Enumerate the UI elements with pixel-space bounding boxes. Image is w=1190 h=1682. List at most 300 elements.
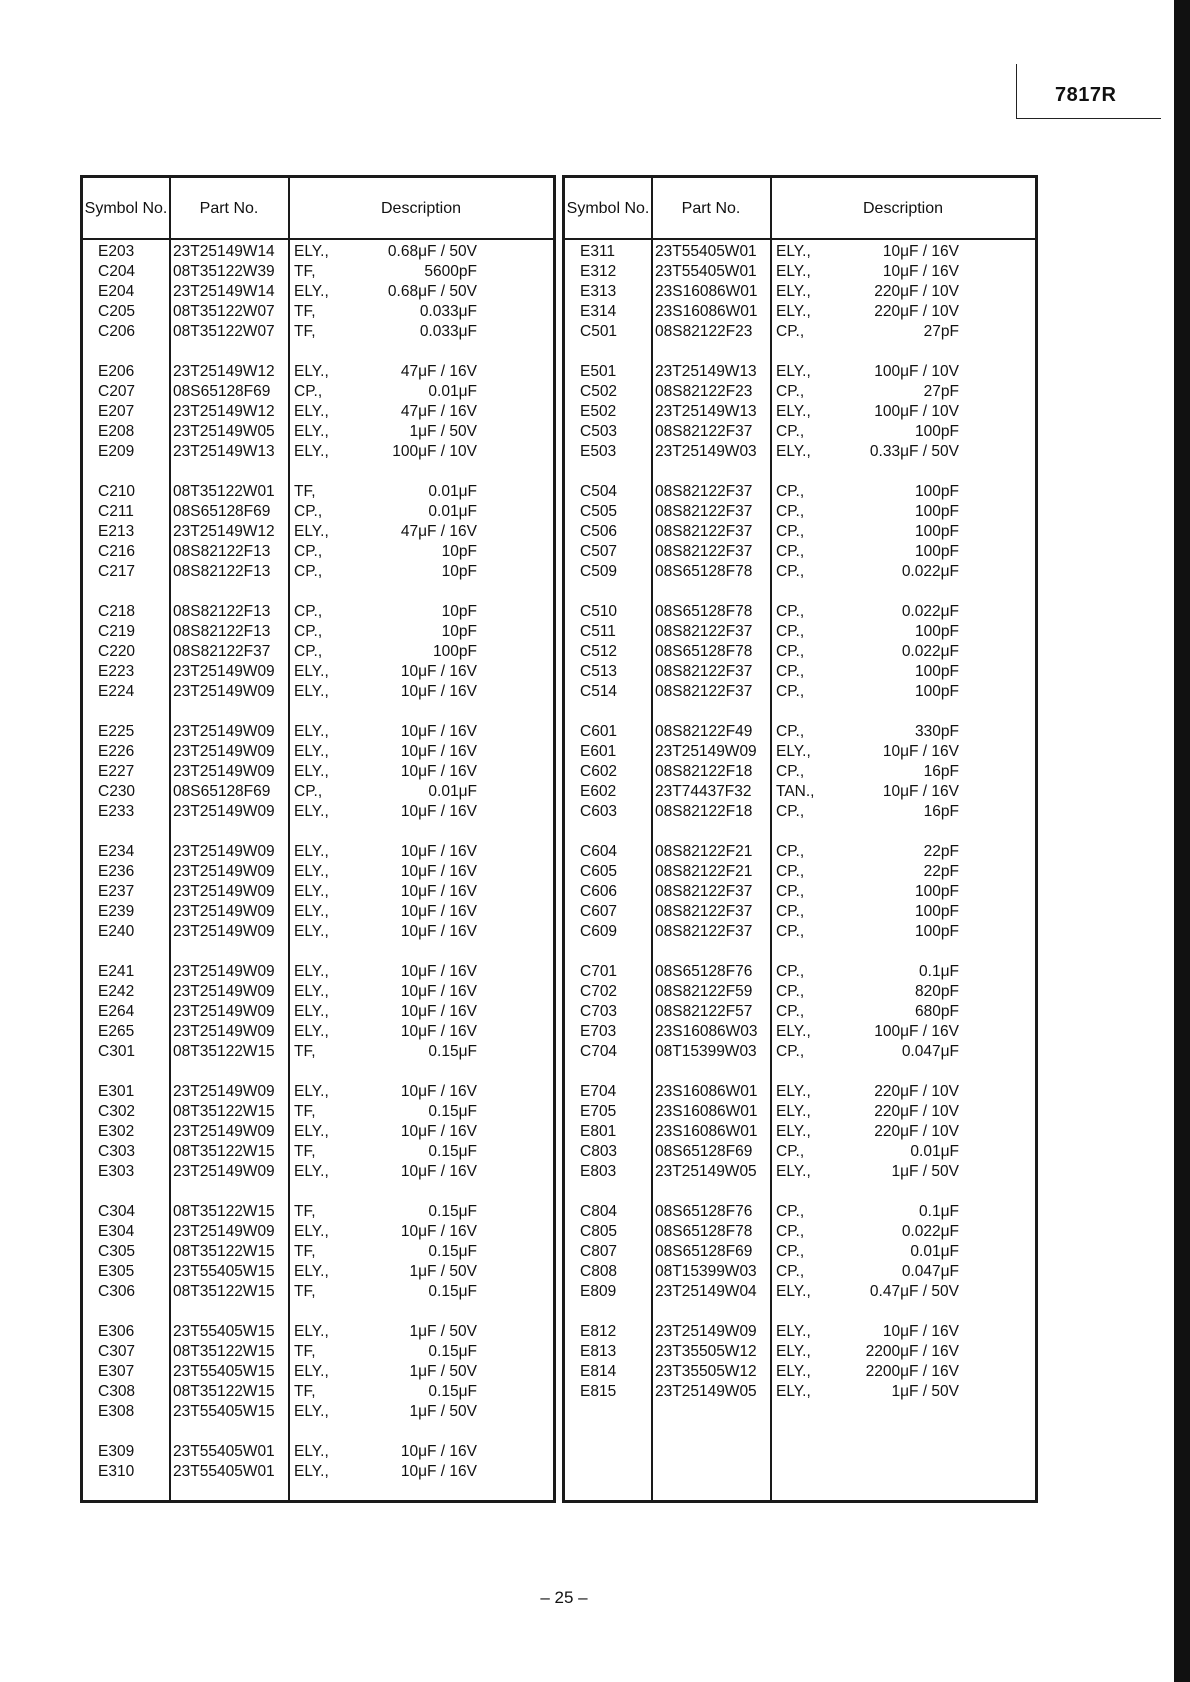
- type-cell: CP.,: [776, 543, 805, 560]
- value-cell: 0.01μF: [910, 1143, 959, 1160]
- value-cell: 10μF / 16V: [400, 743, 477, 760]
- value-cell: 10μF / 16V: [882, 243, 959, 260]
- type-cell: TF,: [294, 303, 316, 320]
- symbol-cell: C603: [580, 803, 618, 820]
- value-cell: 100pF: [915, 483, 959, 500]
- part-no-cell: 08S82122F18: [655, 803, 753, 820]
- table-row: [565, 562, 1035, 582]
- table-row: [565, 1362, 1035, 1382]
- symbol-cell: C206: [98, 323, 136, 340]
- value-cell: 100pF: [915, 543, 959, 560]
- type-cell: CP.,: [776, 763, 805, 780]
- type-cell: CP.,: [776, 843, 805, 860]
- symbol-cell: C606: [580, 883, 618, 900]
- type-cell: ELY.,: [294, 803, 329, 820]
- part-no-cell: 08S82122F23: [655, 323, 753, 340]
- value-cell: 1μF / 50V: [409, 1323, 477, 1340]
- value-cell: 0.15μF: [428, 1343, 477, 1360]
- part-no-cell: 08S65128F69: [173, 503, 271, 520]
- value-cell: 100pF: [915, 903, 959, 920]
- part-no-cell: 23T35505W12: [655, 1363, 757, 1380]
- type-cell: TAN.,: [776, 783, 815, 800]
- symbol-cell: C807: [580, 1243, 618, 1260]
- table-row: [565, 1102, 1035, 1122]
- type-cell: CP.,: [294, 783, 323, 800]
- table-row: [83, 682, 553, 702]
- table-row: [83, 1342, 553, 1362]
- table-row: [565, 502, 1035, 522]
- part-no-cell: 23T25149W09: [655, 743, 757, 760]
- part-no-cell: 08S82122F37: [655, 423, 753, 440]
- part-no-cell: 08T35122W15: [173, 1203, 275, 1220]
- table-row: [83, 982, 553, 1002]
- table-row: [565, 1202, 1035, 1222]
- part-no-cell: 08T35122W15: [173, 1143, 275, 1160]
- table-row: [565, 742, 1035, 762]
- symbol-cell: E203: [98, 243, 135, 260]
- part-no-cell: 23T25149W09: [173, 723, 275, 740]
- value-cell: 0.022μF: [901, 1223, 959, 1240]
- part-no-cell: 08S82122F49: [655, 723, 753, 740]
- value-cell: 2200μF / 16V: [865, 1363, 959, 1380]
- table-row: [565, 242, 1035, 262]
- type-cell: TF,: [294, 483, 316, 500]
- symbol-cell: C207: [98, 383, 136, 400]
- table-row: [83, 1322, 553, 1342]
- type-cell: ELY.,: [294, 1363, 329, 1380]
- symbol-cell: E815: [580, 1383, 617, 1400]
- part-no-cell: 08S82122F13: [173, 543, 271, 560]
- table-row: [83, 642, 553, 662]
- part-no-cell: 08T35122W15: [173, 1103, 275, 1120]
- table-row: [83, 802, 553, 822]
- part-no-cell: 23T25149W13: [173, 443, 275, 460]
- symbol-cell: E601: [580, 743, 617, 760]
- symbol-cell: E312: [580, 263, 617, 280]
- table-row: [83, 762, 553, 782]
- table-row: [83, 1102, 553, 1122]
- symbol-cell: E225: [98, 723, 135, 740]
- value-cell: 100pF: [915, 623, 959, 640]
- table-row: [83, 1142, 553, 1162]
- value-cell: 220μF / 10V: [874, 303, 959, 320]
- symbol-cell: E304: [98, 1223, 135, 1240]
- value-cell: 0.033μF: [419, 323, 477, 340]
- symbol-cell: C230: [98, 783, 136, 800]
- table-row: [83, 862, 553, 882]
- table-row: [565, 1342, 1035, 1362]
- symbol-cell: E236: [98, 863, 135, 880]
- type-cell: ELY.,: [294, 1083, 329, 1100]
- value-cell: 10μF / 16V: [400, 1123, 477, 1140]
- part-no-cell: 08S82122F23: [655, 383, 753, 400]
- table-row: [83, 362, 553, 382]
- table-row: [83, 1402, 553, 1422]
- value-cell: 100pF: [915, 923, 959, 940]
- type-cell: CP.,: [776, 383, 805, 400]
- type-cell: CP.,: [776, 483, 805, 500]
- value-cell: 1μF / 50V: [891, 1383, 959, 1400]
- part-no-cell: 08S82122F37: [655, 523, 753, 540]
- symbol-cell: E503: [580, 443, 617, 460]
- type-cell: ELY.,: [294, 763, 329, 780]
- table-rows: [83, 242, 553, 1482]
- symbol-cell: E502: [580, 403, 617, 420]
- symbol-cell: E265: [98, 1023, 135, 1040]
- part-no-cell: 08S65128F76: [655, 963, 753, 980]
- value-cell: 10μF / 16V: [400, 1003, 477, 1020]
- value-cell: 0.022μF: [901, 563, 959, 580]
- part-no-cell: 08S82122F37: [655, 683, 753, 700]
- part-no-cell: 23T25149W09: [173, 983, 275, 1000]
- symbol-cell: E303: [98, 1163, 135, 1180]
- part-no-cell: 08S82122F37: [655, 663, 753, 680]
- value-cell: 100pF: [915, 883, 959, 900]
- type-cell: CP.,: [776, 423, 805, 440]
- value-cell: 10μF / 16V: [400, 923, 477, 940]
- type-cell: CP.,: [776, 523, 805, 540]
- part-no-cell: 23T25149W12: [173, 363, 275, 380]
- part-no-cell: 23T25149W05: [173, 423, 275, 440]
- value-cell: 0.022μF: [901, 603, 959, 620]
- symbol-cell: C302: [98, 1103, 136, 1120]
- model-code: 7817R: [1055, 84, 1117, 106]
- part-no-cell: 08S82122F21: [655, 863, 753, 880]
- type-cell: ELY.,: [776, 303, 811, 320]
- part-no-cell: 08S65128F78: [655, 603, 753, 620]
- type-cell: ELY.,: [776, 1363, 811, 1380]
- value-cell: 10μF / 16V: [400, 1463, 477, 1480]
- type-cell: TF,: [294, 1383, 316, 1400]
- value-cell: 0.68μF / 50V: [387, 283, 477, 300]
- value-cell: 27pF: [923, 323, 959, 340]
- value-cell: 0.022μF: [901, 643, 959, 660]
- type-cell: CP.,: [776, 683, 805, 700]
- type-cell: TF,: [294, 1043, 316, 1060]
- part-no-cell: 08T35122W07: [173, 303, 275, 320]
- part-no-cell: 23T74437F32: [655, 783, 752, 800]
- header-part-no: Part No.: [681, 199, 741, 217]
- type-cell: CP.,: [776, 883, 805, 900]
- value-cell: 0.01μF: [428, 383, 477, 400]
- table-row: [565, 982, 1035, 1002]
- symbol-cell: E308: [98, 1403, 135, 1420]
- type-cell: CP.,: [776, 923, 805, 940]
- type-cell: ELY.,: [294, 723, 329, 740]
- header-symbol-no: Symbol No.: [566, 199, 650, 217]
- symbol-cell: C513: [580, 663, 618, 680]
- symbol-cell: C210: [98, 483, 136, 500]
- value-cell: 0.15μF: [428, 1043, 477, 1060]
- value-cell: 10μF / 16V: [882, 1323, 959, 1340]
- symbol-cell: C702: [580, 983, 618, 1000]
- symbol-cell: C308: [98, 1383, 136, 1400]
- table-row: [83, 262, 553, 282]
- type-cell: TF,: [294, 1343, 316, 1360]
- symbol-cell: C607: [580, 903, 618, 920]
- table-row: [83, 622, 553, 642]
- value-cell: 0.01μF: [910, 1243, 959, 1260]
- table-row: [83, 1282, 553, 1302]
- part-no-cell: 08S82122F57: [655, 1003, 753, 1020]
- symbol-cell: C301: [98, 1043, 136, 1060]
- symbol-cell: C218: [98, 603, 136, 620]
- part-no-cell: 08T15399W03: [655, 1043, 757, 1060]
- part-no-cell: 23S16086W01: [655, 303, 758, 320]
- table-row: [83, 1222, 553, 1242]
- part-no-cell: 08S82122F37: [655, 483, 753, 500]
- value-cell: 100μF / 10V: [874, 363, 959, 380]
- type-cell: CP.,: [776, 863, 805, 880]
- table-row: [83, 662, 553, 682]
- symbol-cell: C512: [580, 643, 618, 660]
- table-row: [83, 302, 553, 322]
- type-cell: TF,: [294, 323, 316, 340]
- part-no-cell: 08T35122W15: [173, 1043, 275, 1060]
- type-cell: ELY.,: [294, 363, 329, 380]
- part-no-cell: 23T25149W09: [655, 1323, 757, 1340]
- symbol-cell: E704: [580, 1083, 617, 1100]
- part-no-cell: 23T25149W09: [173, 663, 275, 680]
- table-row: [565, 482, 1035, 502]
- table-row: [565, 1122, 1035, 1142]
- type-cell: CP.,: [294, 383, 323, 400]
- value-cell: 100μF / 10V: [874, 403, 959, 420]
- symbol-cell: E302: [98, 1123, 135, 1140]
- table-row: [83, 322, 553, 342]
- header-divider: [83, 238, 553, 240]
- symbol-cell: E705: [580, 1103, 617, 1120]
- type-cell: ELY.,: [294, 1443, 329, 1460]
- type-cell: ELY.,: [776, 1023, 811, 1040]
- type-cell: CP.,: [776, 663, 805, 680]
- part-no-cell: 23T25149W09: [173, 1003, 275, 1020]
- part-no-cell: 08S65128F78: [655, 1223, 753, 1240]
- part-no-cell: 23T25149W05: [655, 1163, 757, 1180]
- value-cell: 0.047μF: [901, 1043, 959, 1060]
- table-row: [565, 802, 1035, 822]
- table-row: [83, 502, 553, 522]
- table-row: [83, 1462, 553, 1482]
- symbol-cell: E313: [580, 283, 617, 300]
- part-no-cell: 23T25149W09: [173, 1123, 275, 1140]
- part-no-cell: 23T25149W03: [655, 443, 757, 460]
- parts-table-right: [562, 175, 1038, 1503]
- type-cell: TF,: [294, 1283, 316, 1300]
- symbol-cell: E501: [580, 363, 617, 380]
- table-row: [565, 1082, 1035, 1102]
- value-cell: 220μF / 10V: [874, 283, 959, 300]
- type-cell: ELY.,: [294, 523, 329, 540]
- table-row: [565, 422, 1035, 442]
- value-cell: 0.033μF: [419, 303, 477, 320]
- type-cell: CP.,: [776, 643, 805, 660]
- header-description: Description: [380, 199, 462, 217]
- symbol-cell: E239: [98, 903, 135, 920]
- part-no-cell: 08S82122F37: [655, 623, 753, 640]
- type-cell: ELY.,: [294, 1403, 329, 1420]
- table-row: [83, 742, 553, 762]
- part-no-cell: 08T35122W07: [173, 323, 275, 340]
- part-no-cell: 23T25149W09: [173, 683, 275, 700]
- value-cell: 10μF / 16V: [882, 743, 959, 760]
- symbol-cell: C511: [580, 623, 616, 640]
- type-cell: CP.,: [776, 1203, 805, 1220]
- symbol-cell: E801: [580, 1123, 617, 1140]
- part-no-cell: 08S82122F37: [655, 883, 753, 900]
- table-row: [565, 1162, 1035, 1182]
- symbol-cell: E233: [98, 803, 135, 820]
- part-no-cell: 23T25149W09: [173, 963, 275, 980]
- table-row: [83, 542, 553, 562]
- part-no-cell: 23T25149W09: [173, 903, 275, 920]
- value-cell: 0.47μF / 50V: [869, 1283, 959, 1300]
- value-cell: 0.01μF: [428, 503, 477, 520]
- symbol-cell: C514: [580, 683, 618, 700]
- part-no-cell: 23T35505W12: [655, 1343, 757, 1360]
- type-cell: ELY.,: [294, 983, 329, 1000]
- symbol-cell: E240: [98, 923, 135, 940]
- value-cell: 10μF / 16V: [400, 723, 477, 740]
- type-cell: CP.,: [776, 1143, 805, 1160]
- type-cell: CP.,: [294, 503, 323, 520]
- value-cell: 10pF: [441, 563, 477, 580]
- symbol-cell: C501: [580, 323, 618, 340]
- table-row: [565, 322, 1035, 342]
- type-cell: ELY.,: [294, 1323, 329, 1340]
- type-cell: ELY.,: [776, 363, 811, 380]
- value-cell: 0.68μF / 50V: [387, 243, 477, 260]
- type-cell: TF,: [294, 1203, 316, 1220]
- value-cell: 16pF: [923, 763, 959, 780]
- table-row: [565, 1022, 1035, 1042]
- table-row: [83, 1022, 553, 1042]
- type-cell: ELY.,: [776, 1103, 811, 1120]
- value-cell: 10μF / 16V: [400, 663, 477, 680]
- value-cell: 10μF / 16V: [400, 963, 477, 980]
- type-cell: ELY.,: [776, 1123, 811, 1140]
- value-cell: 0.047μF: [901, 1263, 959, 1280]
- part-no-cell: 23S16086W01: [655, 283, 758, 300]
- type-cell: ELY.,: [294, 1023, 329, 1040]
- symbol-cell: C502: [580, 383, 618, 400]
- symbol-cell: E227: [98, 763, 135, 780]
- table-row: [565, 842, 1035, 862]
- table-row: [83, 1082, 553, 1102]
- table-row: [83, 902, 553, 922]
- part-no-cell: 23T25149W04: [655, 1283, 757, 1300]
- type-cell: CP.,: [776, 323, 805, 340]
- part-no-cell: 08T35122W01: [173, 483, 275, 500]
- header-part-no: Part No.: [199, 199, 259, 217]
- table-row: [83, 722, 553, 742]
- symbol-cell: C211: [98, 503, 134, 520]
- table-row: [565, 782, 1035, 802]
- type-cell: CP.,: [776, 1263, 805, 1280]
- type-cell: CP.,: [294, 643, 323, 660]
- symbol-cell: E206: [98, 363, 135, 380]
- type-cell: CP.,: [776, 903, 805, 920]
- value-cell: 10μF / 16V: [400, 903, 477, 920]
- type-cell: CP.,: [294, 603, 323, 620]
- symbol-cell: E309: [98, 1443, 135, 1460]
- table-row: [565, 402, 1035, 422]
- type-cell: CP.,: [776, 803, 805, 820]
- symbol-cell: C602: [580, 763, 618, 780]
- value-cell: 820pF: [915, 983, 959, 1000]
- part-no-cell: 23S16086W01: [655, 1123, 758, 1140]
- symbol-cell: C220: [98, 643, 136, 660]
- value-cell: 1μF / 50V: [409, 1363, 477, 1380]
- header-divider: [565, 238, 1035, 240]
- value-cell: 10μF / 16V: [400, 1023, 477, 1040]
- part-no-cell: 23T25149W12: [173, 403, 275, 420]
- symbol-cell: E306: [98, 1323, 135, 1340]
- type-cell: TF,: [294, 1103, 316, 1120]
- symbol-cell: E234: [98, 843, 135, 860]
- symbol-cell: E208: [98, 423, 135, 440]
- type-cell: ELY.,: [776, 263, 811, 280]
- symbol-cell: E301: [98, 1083, 135, 1100]
- type-cell: CP.,: [294, 563, 323, 580]
- value-cell: 220μF / 10V: [874, 1123, 959, 1140]
- symbol-cell: C305: [98, 1243, 136, 1260]
- part-no-cell: 08T35122W15: [173, 1383, 275, 1400]
- part-no-cell: 23T55405W15: [173, 1323, 275, 1340]
- value-cell: 1μF / 50V: [409, 423, 477, 440]
- symbol-cell: C303: [98, 1143, 136, 1160]
- type-cell: ELY.,: [776, 283, 811, 300]
- symbol-cell: C219: [98, 623, 136, 640]
- table-row: [565, 882, 1035, 902]
- part-no-cell: 08S82122F13: [173, 603, 271, 620]
- symbol-cell: C803: [580, 1143, 618, 1160]
- type-cell: ELY.,: [776, 1323, 811, 1340]
- symbol-cell: C509: [580, 563, 618, 580]
- table-row: [83, 1262, 553, 1282]
- type-cell: ELY.,: [294, 743, 329, 760]
- type-cell: ELY.,: [294, 1223, 329, 1240]
- type-cell: ELY.,: [294, 683, 329, 700]
- value-cell: 1μF / 50V: [409, 1403, 477, 1420]
- value-cell: 100pF: [433, 643, 477, 660]
- table-row: [83, 1162, 553, 1182]
- value-cell: 10μF / 16V: [400, 683, 477, 700]
- part-no-cell: 08S65128F69: [173, 783, 271, 800]
- value-cell: 10μF / 16V: [400, 1083, 477, 1100]
- value-cell: 0.15μF: [428, 1103, 477, 1120]
- symbol-cell: C505: [580, 503, 618, 520]
- value-cell: 100μF / 16V: [874, 1023, 959, 1040]
- value-cell: 0.01μF: [428, 483, 477, 500]
- header-symbol-no: Symbol No.: [84, 199, 168, 217]
- symbol-cell: C605: [580, 863, 618, 880]
- value-cell: 680pF: [915, 1003, 959, 1020]
- table-row: [565, 542, 1035, 562]
- value-cell: 47μF / 16V: [400, 403, 477, 420]
- part-no-cell: 23T25149W09: [173, 923, 275, 940]
- value-cell: 0.1μF: [919, 1203, 959, 1220]
- value-cell: 0.15μF: [428, 1143, 477, 1160]
- table-row: [565, 1042, 1035, 1062]
- type-cell: CP.,: [776, 983, 805, 1000]
- value-cell: 10μF / 16V: [400, 1163, 477, 1180]
- table-row: [565, 862, 1035, 882]
- symbol-cell: E307: [98, 1363, 135, 1380]
- symbol-cell: E813: [580, 1343, 617, 1360]
- value-cell: 1μF / 50V: [891, 1163, 959, 1180]
- table-row: [83, 782, 553, 802]
